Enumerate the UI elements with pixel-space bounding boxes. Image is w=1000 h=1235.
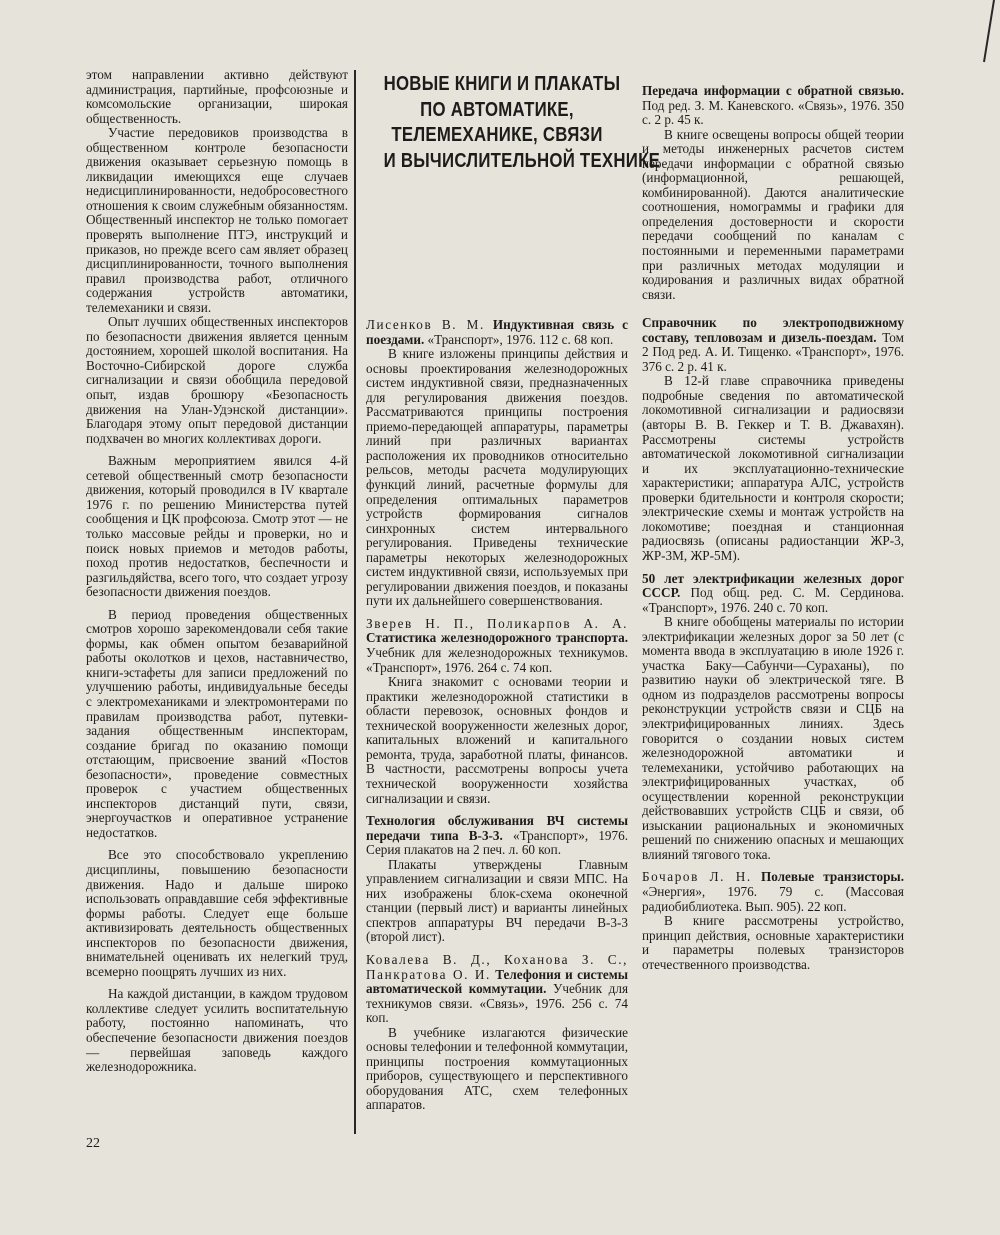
book-entry — [366, 318, 628, 347]
page-number: 22 — [86, 1136, 100, 1151]
book-title: Статистика железнодорожного транспорта. — [366, 630, 628, 646]
book-description: В книге изложены принципы действия и основы проектирования железнодорожных систем индуктивной связи, предназначенных для регулирования движения поездов. Рассматриваются принципы построения приемо-передающей аппаратуры, параметры линий при различных вариантах расположения их проводников относительно рельсов, методы расчета модулирующих функций линий, расчетные формулы для определения оптимальных параметров устройств формирования сигналов синхронных систем интервального регулирования. Приведены технические параметры некоторых железнодорожных систем индуктивной связи, используемых при регулировании движения поездов, и показаны пути их дальнейшего совершенствования. — [366, 346, 628, 609]
heading-line: И ВЫЧИСЛИТЕЛЬНОЙ ТЕХНИКЕ — [383, 149, 661, 172]
book-imprint: Том 2 Под ред. А. И. Тищенко. «Транспорт», 1976. 376 с. 2 р. 41 к. — [642, 329, 904, 374]
book-description: В книге освещены вопросы общей теории и методы инженерных расчетов систем передачи информации с обратной связью (информационной, решающей, комбинированной). Даются аналитические соотношения, номограммы и графики для определения достоверности и скорости передачи сообщений по каналам с постоянными и переменными параметрами при различных методах модуляции и кодирования и различных видах обратной связи. — [642, 126, 904, 302]
book-entry — [642, 84, 904, 128]
book-description: В книге рассмотрены устройство, принцип действия, основные характеристики и параметры полевых транзисторов отечественного производства. — [642, 913, 904, 972]
book-entry — [642, 870, 904, 914]
article-paragraph: В период проведения общественных смотров хорошо зарекомендовали себя такие формы, как обмен опытом безаварийной работы околотков и цехов, наставничество, книги-эстафеты для записи предложений по улучшению работы, индивидуальные беседы с электромеханиками и электромонтерами по правилам производства работ, путевки-задания общественным инспекторам, создание бригад по оказанию помощи отстающим, присвоение званий «Постов безопасности», проведение совместных проверок с участием общественных инспекторов дистанций пути, связи, энергоучастков и оперативное устранение недостатков. — [86, 606, 348, 840]
book-imprint: «Энергия», 1976. 79 с. (Массовая радиобиблиотека. Вып. 905). 22 коп. — [642, 883, 904, 914]
article-paragraph: этом направлении активно действуют администрация, партийные, профсоюзные и комсомольские организации, широкая общественность. — [86, 67, 348, 126]
book-entry — [366, 814, 628, 858]
book-entry — [642, 572, 904, 616]
article-paragraph: Опыт лучших общественных инспекторов по безопасности движения является ценным достоянием, хорошей школой воспитания. На Восточно-Сибирской дороге служба сигнализации и связи обобщила передовой опыт, издав брошюру «Безопасность движения на Улан-Удэнской дистанции». Благодаря этому опыт передовой дистанции подхвачен во многих коллективах дороги. — [86, 314, 348, 446]
book-entry — [366, 953, 628, 1026]
section-heading — [383, 72, 661, 174]
book-title: Передача информации с обратной связью. — [642, 83, 904, 98]
book-authors: Зверев Н. П., Поликарпов А. А. — [366, 615, 628, 631]
heading-line: НОВЫЕ КНИГИ И ПЛАКАТЫ — [383, 73, 621, 95]
books-column-right — [642, 68, 904, 972]
scan-edge-mark — [940, 0, 1000, 80]
book-description: Плакаты утверждены Главным управлением сигнализации и связи МПС. На них изображены блок-схема оконечной станции (первый лист) и варианты линейных спектров аппаратуры ВЧ передачи В-3-3 (второй лист). — [366, 856, 628, 945]
article-paragraph: Участие передовиков производства в общественном контроле безопасности движения оказывает серьезную помощь в ликвидации имеющихся еще случаев недисциплинированности, недобросовестного отношения к своим служебным обязанностям. Общественный инспектор не только помогает проверять выполнение ПТЭ, инструкций и приказов, но прежде всего сам являет образец дисциплинированности, точного выполнения правил производства работ, отличного содержания устройств автоматики, телемеханики и связи. — [86, 125, 348, 315]
book-imprint: «Транспорт», 1976. Серия плакатов на 2 печ. л. 60 коп. — [366, 827, 628, 858]
books-column-middle — [366, 318, 628, 1113]
book-description: В учебнике излагаются физические основы телефонии и телефонной коммутации, принципы построения коммутационных приборов, существующего и перспективного оборудования АТС, схем телефонных аппаратов. — [366, 1024, 628, 1113]
book-authors: Лисенков В. М. — [366, 317, 485, 332]
book-title: Справочник по электроподвижному составу, тепловозам и дизель-поездам. — [642, 315, 904, 345]
book-imprint: Под общ. ред. С. М. Сердинова. «Транспорт», 1976. 240 с. 70 коп. — [642, 585, 905, 615]
book-entry — [366, 617, 628, 675]
book-imprint: «Транспорт», 1976. 112 с. 68 коп. — [427, 331, 614, 347]
book-description: В книге обобщены материалы по истории электрификации железных дорог за 50 лет (с момента ввода в эксплуатацию в июле 1926 г. участка Баку—Сабунчи—Сураханы), по развитию науки об электрической тяге. В одном из подразделов рассмотрены вопросы реконструкции устройств связи и СЦБ на электрифицированных линиях. Здесь говорится о создании новых систем железнодорожной автоматики и телемеханики, устойчиво работающих на электрифицированных участках, об осуществлении коренной реконструкции действовавших устройств СЦБ и связи, об изыскании рациональных и экономичных решений по снижению опасных и мешающих влияний тягового тока. — [642, 614, 904, 862]
book-imprint: Под ред. З. М. Каневского. «Связь», 1976. 350 с. 2 р. 45 к. — [642, 97, 904, 128]
book-authors: Ковалева В. Д., Коханова З. С., Панкратова О. И. — [366, 951, 628, 982]
book-title: Полевые транзисторы. — [760, 869, 904, 885]
book-imprint: Учебник для железнодорожных техникумов. «Транспорт», 1976. 264 с. 74 коп. — [366, 645, 628, 675]
book-description: В 12-й главе справочника приведены подробные сведения по автоматической локомотивной сигнализации и радиосвязи (авторы В. В. Геккер и Т. В. Джавахян). Рассмотрены системы устройств автоматической локомотивной сигнализации и их эксплуатационно-технические характеристики; аппаратура АЛС, устройств проверки бдительности и контроля скорости; электрические схемы и монтаж устройств на локомотиве; поездная и станционная радиосвязь (описаны радиостанции ЖР-3, ЖР-3М, ЖР-5М). — [642, 373, 904, 563]
book-title: Индуктивная связь с поездами. — [366, 317, 628, 347]
book-title: Технология обслуживания ВЧ системы передачи типа В-3-3. — [366, 813, 628, 843]
book-title: 50 лет электрификации железных дорог СССР. — [642, 570, 904, 601]
heading-line: ТЕЛЕМЕХАНИКЕ, СВЯЗИ — [391, 124, 603, 146]
book-title: Телефония и системы автоматической коммутации. — [366, 966, 629, 997]
column-divider — [354, 70, 356, 1134]
article-paragraph: Все это способствовало укреплению дисциплины, повышению безопасности движения. Надо и дальше широко использовать оправдавшие себя эффективные формы работы. Следует еще больше активизировать деятельность общественных инспекторов по безопасности движения, внимательней оценивать их нелегкий труд, всемерно поощрять лучших из них. — [86, 847, 348, 979]
article-column — [86, 68, 348, 1075]
book-entry — [642, 316, 904, 374]
article-paragraph: На каждой дистанции, в каждом трудовом коллективе следует усилить воспитательную работу, постоянно напоминать, что обеспечение безопасности движения поездов — первейшая заповедь каждого железнодорожника. — [86, 986, 348, 1075]
book-imprint: Учебник для техникумов связи. «Связь», 1976. 256 с. 74 коп. — [366, 981, 629, 1026]
book-description: Книга знакомит с основами теории и практики железнодорожной статистики в области перевозок, основных фондов и технической вооруженности железных дорог, капитальных вложений и капитального ремонта, труда, заработной платы, финансов. В частности, рассмотрены вопросы учета технической вооруженности хозяйства сигнализации и связи. — [366, 674, 628, 806]
article-paragraph: Важным мероприятием явился 4-й сетевой общественный смотр безопасности движения, который проводился в IV квартале 1976 г. по решению Министерства путей сообщения и ЦК профсоюза. Смотр этот — не только массовые рейды и проверки, но и поиск новых приемов и методов работы, поход против недостатков, беспечности и разгильдяйства, всего того, что создает угрозу безопасности движения поездов. — [86, 453, 348, 600]
heading-line: ПО АВТОМАТИКЕ, — [420, 98, 574, 121]
book-authors: Бочаров Л. Н. — [642, 869, 752, 885]
